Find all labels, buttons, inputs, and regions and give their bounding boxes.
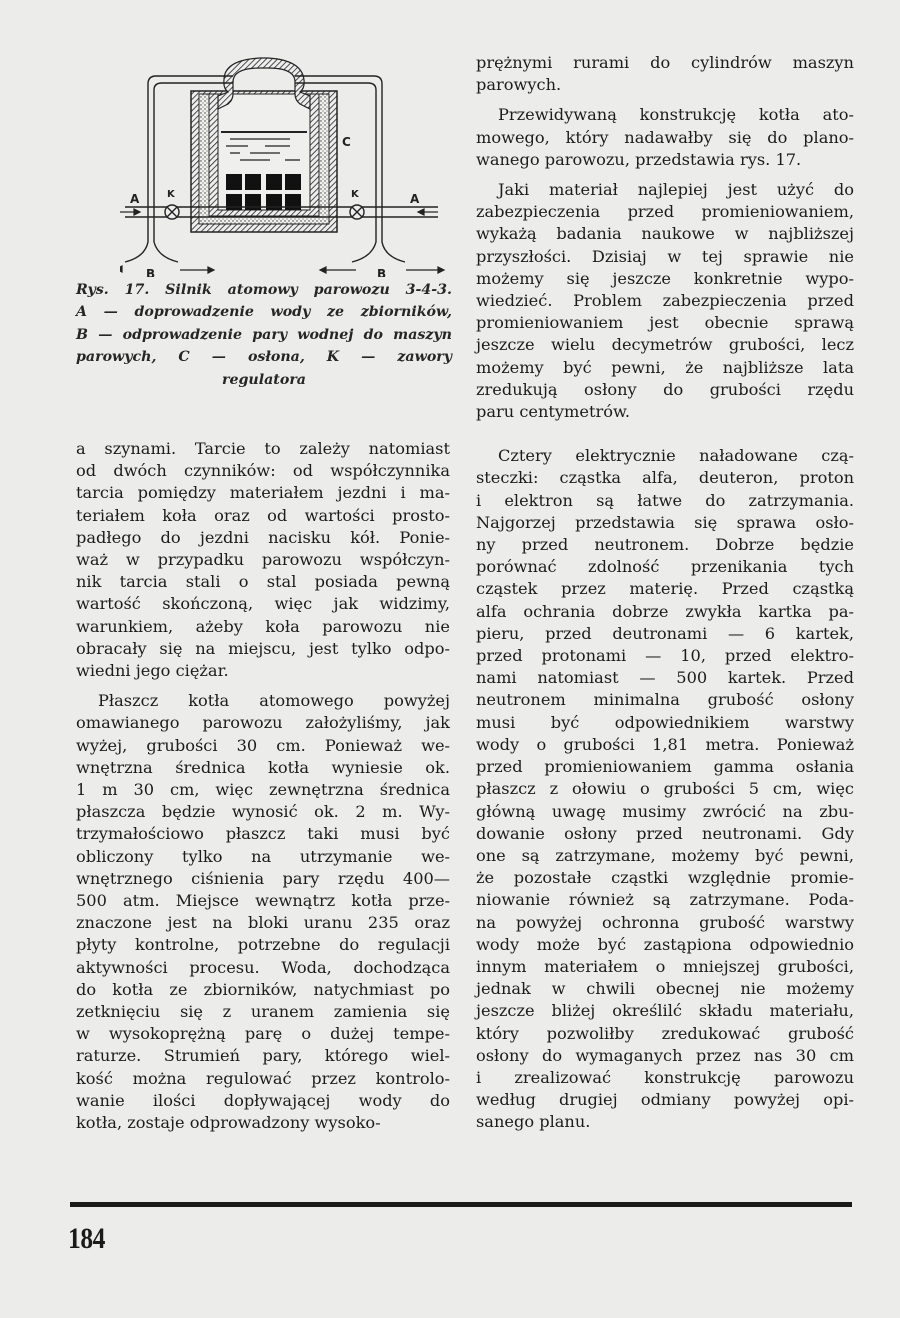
caption-line: A — doprowadzenie wody ze zbiorników, <box>76 304 452 321</box>
page-number: 184 <box>68 1222 105 1255</box>
caption-line: parowych, C — osłona, K — zawory <box>76 349 452 366</box>
paragraph <box>476 445 854 1133</box>
caption-line: Rys. 17. Silnik atomowy parowozu 3-4-3. <box>76 282 452 298</box>
text-line: warunkiem, ażeby koła parowozu nie <box>76 616 450 636</box>
text-line: padłego do jezdni nacisku kół. Ponie- <box>76 527 450 547</box>
text-line: cząstek przez materię. Przed cząstką <box>476 579 854 599</box>
text-line: i elektron są łatwe do zatrzymania. <box>476 490 854 510</box>
text-line: niowanie również są zatrzymane. Poda- <box>476 890 854 910</box>
text-line: zetknięciu się z uranem zamienia się <box>76 1002 450 1022</box>
text-line: płyty kontrolne, potrzebne do regulacji <box>76 935 450 955</box>
text-line: aktywności procesu. Woda, dochodząca <box>76 957 450 977</box>
text-line: wykażą badania naukowe w najbliższej <box>476 224 854 244</box>
text-line: pieru, przed deutronami — 6 kartek, <box>476 623 854 643</box>
text-line: a szynami. Tarcie to zależy natomiast <box>76 439 450 458</box>
paragraph <box>76 690 450 1134</box>
text-line: możemy być pewni, że najbliższe lata <box>476 357 854 377</box>
label-c: C <box>342 135 351 149</box>
text-line: jeszcze bliżej określilć składu materiału, <box>476 1001 854 1021</box>
text-line: teriałem koła oraz od wartości prosto- <box>76 505 450 525</box>
text-line: wyżej, grubości 30 cm. Ponieważ we- <box>76 735 450 755</box>
text-line: obracały się na miejscu, jest tylko odpo- <box>76 638 450 658</box>
text-line: płaszcz z ołowiu o grubości 5 cm, więc <box>476 779 854 799</box>
text-line: wody może być zastąpiona odpowiednio <box>476 934 854 954</box>
text-line: na powyżej ochronna grubość warstwy <box>476 912 854 932</box>
caption-line: B — odprowadzenie pary wodnej do maszyn <box>76 326 452 343</box>
label-b-left: B <box>146 267 156 277</box>
text-line: wnętrznego ciśnienia pary rzędu 400— <box>76 868 450 888</box>
text-line: 500 atm. Miejsce wewnątrz kotła prze- <box>76 891 450 911</box>
text-line: alfa ochrania dobrze zwykła kartka pa- <box>476 601 854 621</box>
figure-caption <box>76 279 452 391</box>
text-line: Jaki materiał najlepiej jest użyć do <box>498 180 854 200</box>
text-line: raturze. Strumień pary, którego wiel- <box>76 1046 450 1066</box>
text-line: trzymałościowo płaszcz taki musi być <box>76 824 450 844</box>
left-column <box>76 438 450 1134</box>
text-line: mowego, który nadawałby się do plano- <box>476 127 854 147</box>
text-line: obliczony tylko na utrzymanie we- <box>76 846 450 866</box>
text-line: od dwóch czynników: od współczynnika <box>76 461 450 481</box>
text-line: główną uwagę musimy zwrócić na zbu- <box>476 801 854 821</box>
text-line: steczki: cząstka alfa, deuteron, proton <box>476 468 854 488</box>
text-line: waż w przypadku parowozu współczyn- <box>76 550 450 570</box>
valve-right <box>350 205 364 219</box>
label-k-right: K <box>351 189 359 200</box>
text-line: Płaszcz kotła atomowego powyżej <box>98 691 450 711</box>
shield-casing <box>191 91 337 232</box>
text-line: przyszłości. Dzisiaj w tej sprawie nie <box>476 246 854 266</box>
text-line: wiedni jego ciężar. <box>76 661 229 681</box>
paragraph <box>476 104 854 171</box>
text-line: w wysokoprężną parę o dużej tempe- <box>76 1024 450 1044</box>
text-line: innym materiałem o mniejszej grubości, <box>476 956 854 976</box>
text-line: sanego planu. <box>476 1112 591 1132</box>
text-line: płaszcza będzie wynosić ok. 2 m. Wy- <box>76 802 450 822</box>
paragraph <box>476 179 854 423</box>
text-line: przed protonami — 10, przed elektro- <box>476 646 854 666</box>
text-line: który pozwoliłby zredukować grubość <box>476 1023 854 1043</box>
text-line: zabezpieczenia przed promieniowaniem, <box>476 202 854 222</box>
text-line: porównać zdolność przenikania tych <box>476 557 854 577</box>
text-line: musi być odpowiednikiem warstwy <box>476 712 854 732</box>
text-line: parowych. <box>476 75 562 95</box>
text-line: jeszcze wielu decymetrów grubości, lecz <box>476 335 854 355</box>
text-line: one są zatrzymane, możemy być pewni, <box>476 845 854 865</box>
label-b-right: B <box>377 267 387 277</box>
text-line: kość można regulować przez kontrolo- <box>76 1068 450 1088</box>
text-line: omawianego parowozu założyliśmy, jak <box>76 713 450 733</box>
text-line: prężnymi rurami do cylindrów maszyn <box>476 53 854 72</box>
text-line: ny przed neutronem. Dobrze będzie <box>476 535 854 555</box>
figure-atomic-engine-diagram <box>120 52 450 277</box>
paragraph <box>76 438 450 682</box>
text-line: wody o grubości 1,81 metra. Ponieważ <box>476 734 854 754</box>
text-line: znaczone jest na bloki uranu 235 oraz <box>76 913 450 933</box>
text-line: wiedzieć. Problem zabezpieczenia przed <box>476 291 854 311</box>
text-line: jednak w chwili obecnej nie możemy <box>476 979 854 999</box>
text-line: dowanie osłony przed neutronami. Gdy <box>476 823 854 843</box>
text-line: wanie ilości dopływającej wody do <box>76 1090 450 1110</box>
text-line: nik tarcia stali o stal posiada pewną <box>76 572 450 592</box>
text-line: tarcia pomiędzy materiałem jezdni i ma- <box>76 483 450 503</box>
text-line: wanego parowozu, przedstawia rys. 17. <box>476 149 802 169</box>
text-line: że pozostałe cząstki względnie promie- <box>476 868 854 888</box>
text-line: Najgorzej przedstawia się sprawa osło- <box>476 512 854 532</box>
label-a-right: A <box>410 192 420 206</box>
text-line: promieniowaniem jest obecnie sprawą <box>476 313 854 333</box>
valve-left <box>165 205 179 219</box>
footer-rule <box>70 1202 852 1207</box>
label-k-left: K <box>167 189 175 200</box>
text-line: możemy się jeszcze konkretnie wypo- <box>476 268 854 288</box>
text-line: według drugiej odmiany powyżej opi- <box>476 1090 854 1110</box>
text-line: Przewidywaną konstrukcję kotła ato- <box>498 105 854 125</box>
text-line: przed promieniowaniem gamma osłania <box>476 757 854 777</box>
caption-line: regulatora <box>221 371 306 388</box>
text-line: 1 m 30 cm, więc zewnętrzna średnica <box>76 780 450 800</box>
text-line: Cztery elektrycznie naładowane czą- <box>498 446 854 466</box>
text-line: zredukują osłony do grubości rzędu <box>476 379 854 399</box>
text-line: nami natomiast — 500 kartek. Przed <box>476 668 854 688</box>
text-line: kotła, zostaje odprowadzony wysoko- <box>76 1113 381 1133</box>
text-line: do kotła ze zbiorników, natychmiast po <box>76 979 450 999</box>
text-line: wartość skończoną, więc jak widzimy, <box>76 594 450 614</box>
label-a-left: A <box>130 192 140 206</box>
text-line: wnętrzna średnica kotła wyniesie ok. <box>76 757 450 777</box>
text-line: osłony do wymaganych przez nas 30 cm <box>476 1045 854 1065</box>
paragraph <box>476 52 854 96</box>
text-line: paru centymetrów. <box>476 402 631 422</box>
text-line: i zrealizować konstrukcję parowozu <box>476 1067 854 1087</box>
text-line: neutronem minimalna grubość osłony <box>476 690 854 710</box>
right-column <box>476 52 854 1134</box>
